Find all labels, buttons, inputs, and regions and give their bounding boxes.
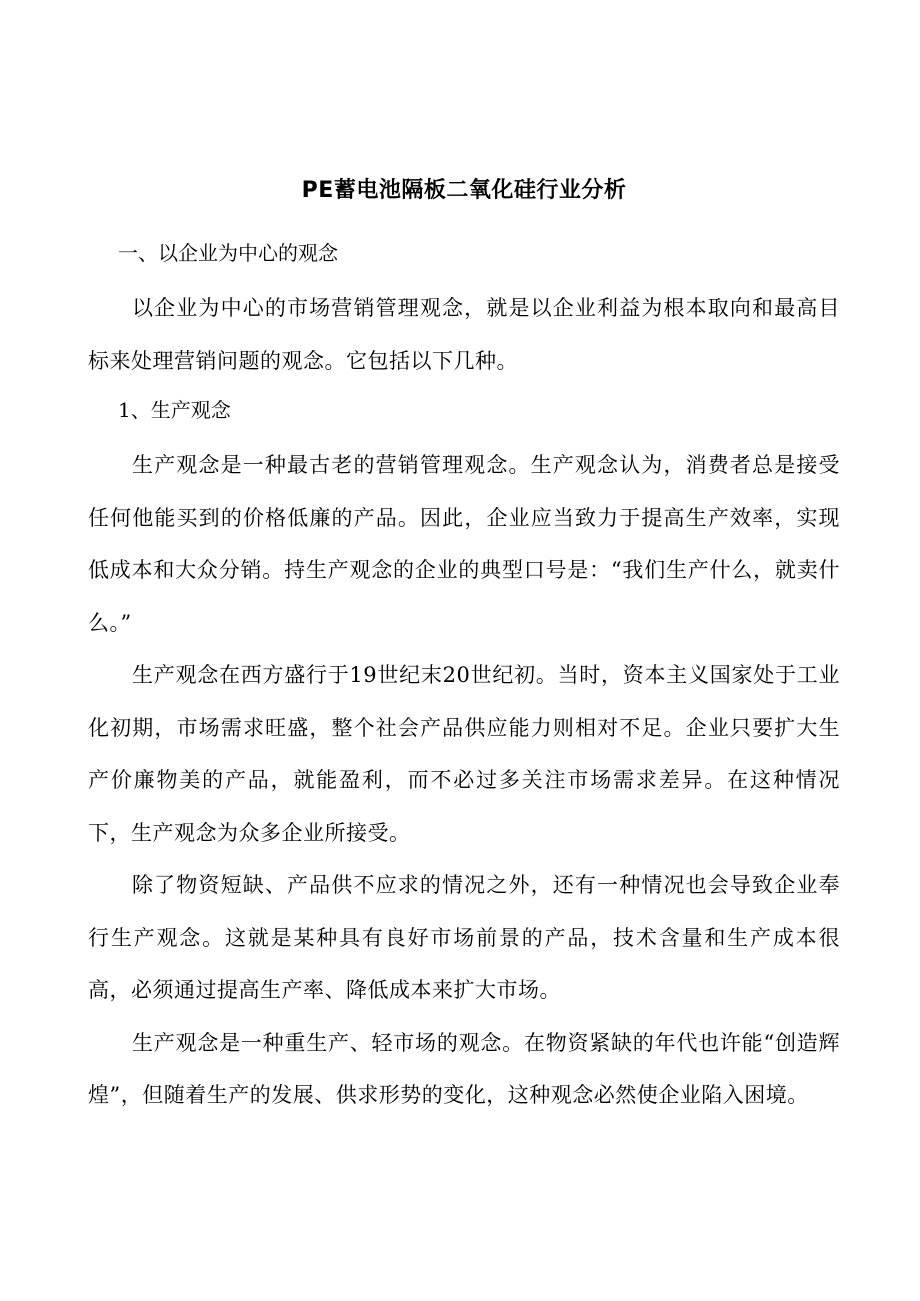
paragraph-3: 生产观念在西方盛行于19世纪末20世纪初。当时，资本主义国家处于工业化初期，市场需求旺盛，整个社会产品供应能力则相对不足。企业只要扩大生产价廉物美的产品，就能盈利，而不必过多关注市场需求差异。在这种情况下，生产观念为众多企业所接受。 xyxy=(88,663,840,845)
paragraph-5: 生产观念是一种重生产、轻市场的观念。在物资紧缺的年代也许能“创造辉煌”，但随着生产的发展、供求形势的变化，这种观念必然使企业陷入困境。 xyxy=(88,1030,840,1107)
document-title: PE蓄电池隔板二氧化硅行业分析 xyxy=(301,178,627,203)
document-body xyxy=(88,236,840,1122)
section-heading-2: 1、生产观念 xyxy=(118,398,231,422)
section-heading-1: 一、以企业为中心的观念 xyxy=(118,241,338,265)
paragraph-2: 生产观念是一种最古老的营销管理观念。生产观念认为，消费者总是接受任何他能买到的价格低廉的产品。因此，企业应当致力于提高生产效率，实现低成本和大众分销。持生产观念的企业的典型口号是：“我们生产什么，就卖什么。” xyxy=(88,453,840,635)
paragraph-4: 除了物资短缺、产品供不应求的情况之外，还有一种情况也会导致企业奉行生产观念。这就是某种具有良好市场前景的产品，技术含量和生产成本很高，必须通过提高生产率、降低成本来扩大市场。 xyxy=(88,873,840,1002)
paragraph-1: 以企业为中心的市场营销管理观念，就是以企业利益为根本取向和最高目标来处理营销问题的观念。它包括以下几种。 xyxy=(88,296,840,373)
